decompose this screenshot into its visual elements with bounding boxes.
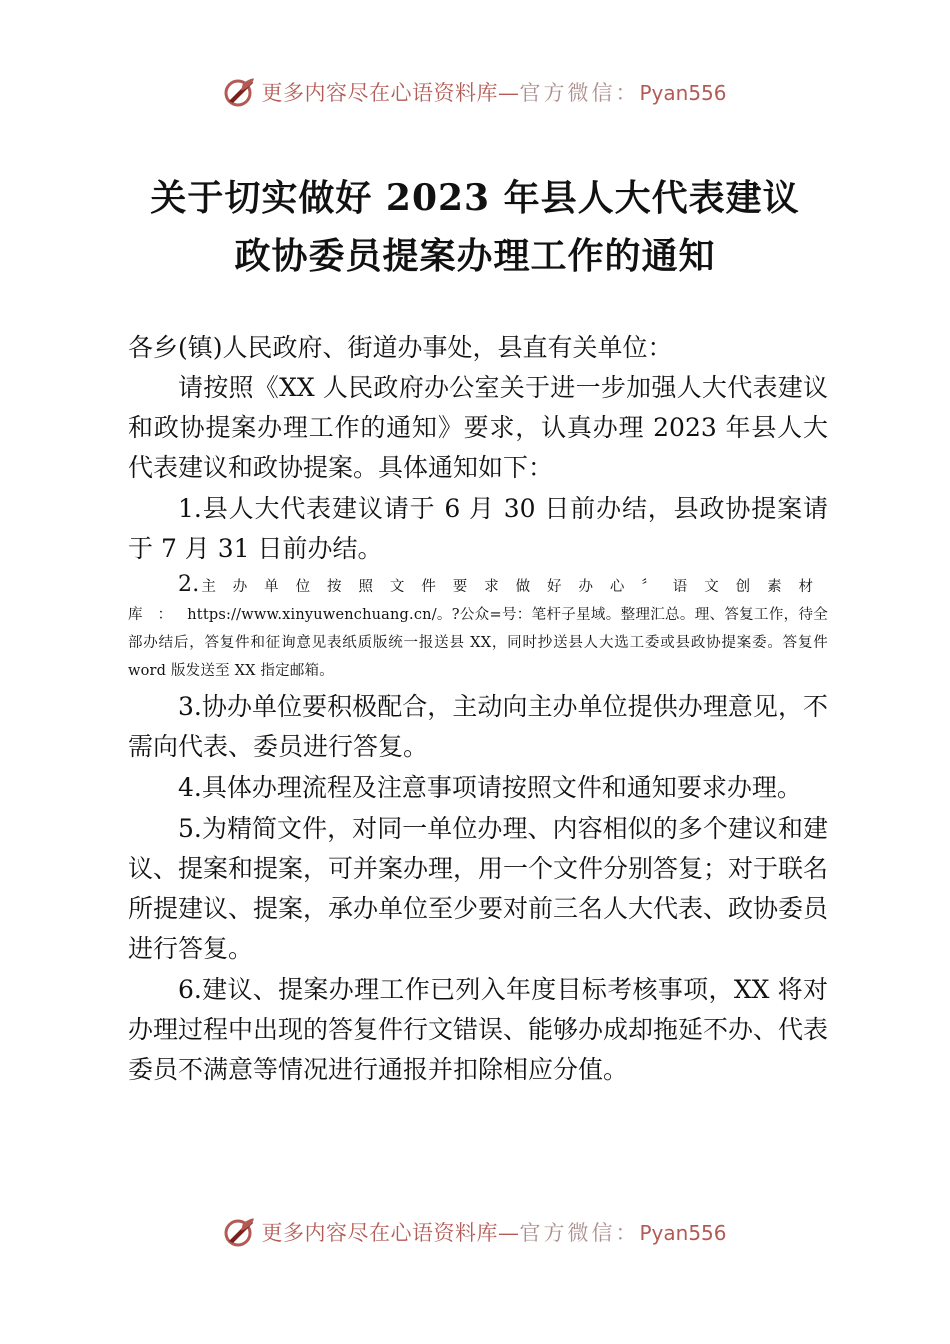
banner-wechat-label: 官方微信： xyxy=(519,81,640,105)
banner-separator: — xyxy=(497,81,520,105)
item-1: 1.县人大代表建议请于 6 月 30 日前办结，县政协提案请于 7 月 31 日前办结。 xyxy=(128,494,828,563)
document-title-line-2: 政协委员提案办理工作的通知 xyxy=(234,235,716,277)
quill-logo-icon xyxy=(223,75,257,109)
banner-wechat-label: 官方微信： xyxy=(519,1221,640,1245)
item-2-number: 2. xyxy=(178,572,200,597)
banner-text: 更多内容尽在心语资料库 xyxy=(261,81,498,105)
item-5: 5.为精简文件，对同一单位办理、内容相似的多个建议和建议、提案和提案，可并案办理，用一个文件分别答复；对于联名所提建议、提案，承办单位至少要对前三名人大代表、政协委员进行答复。 xyxy=(128,814,829,963)
banner-wechat-id: Pyan556 xyxy=(639,81,727,105)
banner-text-group xyxy=(261,77,726,107)
salutation: 各乡(镇)人民政府、街道办事处，县直有关单位： xyxy=(128,333,673,362)
item-2-spaced-text: 主办单位按照文件要求做好办心〞语文创素材库： xyxy=(128,579,828,623)
intro-paragraph: 请按照《XX 人民政府办公室关于进一步加强人大代表建议和政协提案办理工作的通知》要求，认真办理 2023 年县人大代表建议和政协提案。具体通知如下： xyxy=(128,373,828,482)
footer-banner xyxy=(0,1212,950,1252)
banner-separator: — xyxy=(497,1221,520,1245)
item-2 xyxy=(128,571,828,685)
item-3: 3.协办单位要积极配合，主动向主办单位提供办理意见，不需向代表、委员进行答复。 xyxy=(128,692,828,761)
banner-text-group xyxy=(261,1217,726,1247)
item-2-rest: https://www.xinyuwenchuang.cn/。?公众=号：笔杆子星域。整理汇总。理、答复工作，待全部办结后，答复件和征询意见表纸质版统一报送县 XX，同时抄送县人大选工委或县政协提案委。答复件 word 版发送至 XX 指定邮箱。 xyxy=(128,607,829,679)
document-title-line-1: 关于切实做好 2023 年县人大代表建议 xyxy=(150,177,800,219)
banner-wechat-id: Pyan556 xyxy=(639,1221,727,1245)
header-banner xyxy=(0,72,950,112)
document-body xyxy=(128,328,828,1090)
item-4: 4.具体办理流程及注意事项请按照文件和通知要求办理。 xyxy=(178,773,802,802)
quill-logo-icon xyxy=(223,1215,257,1249)
item-6: 6.建议、提案办理工作已列入年度目标考核事项，XX 将对办理过程中出现的答复件行文错误、能够办成却拖延不办、代表委员不满意等情况进行通报并扣除相应分值。 xyxy=(128,975,829,1084)
banner-text: 更多内容尽在心语资料库 xyxy=(261,1221,498,1245)
